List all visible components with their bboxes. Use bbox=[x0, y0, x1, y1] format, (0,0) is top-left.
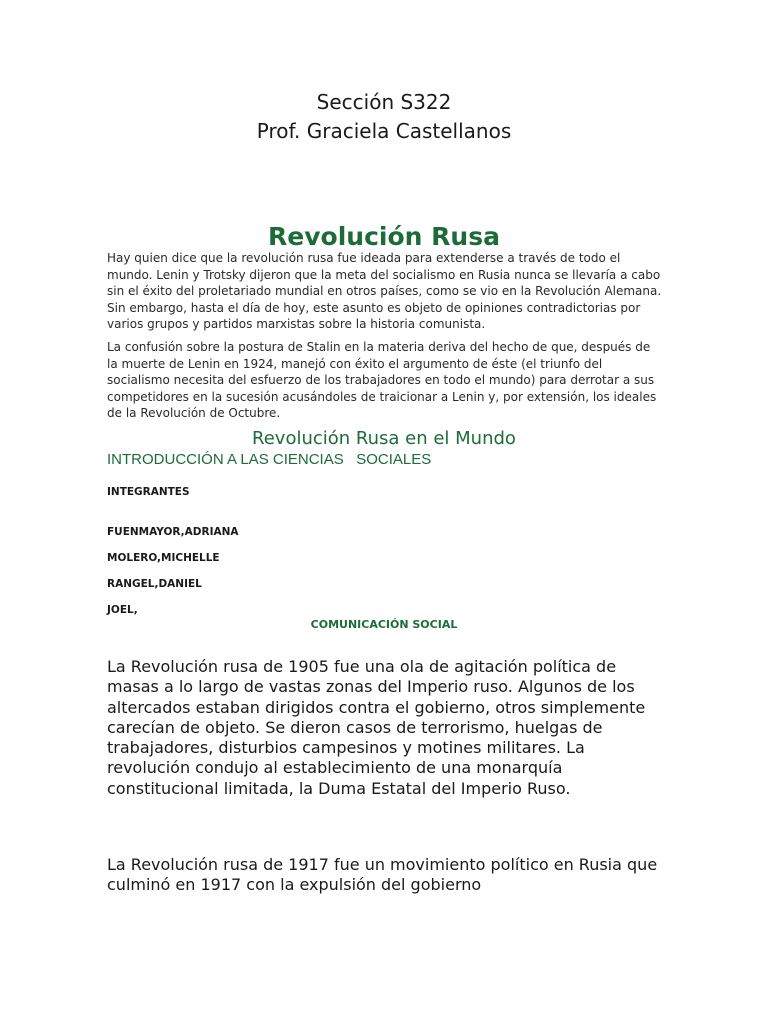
course-heading: INTRODUCCIÓN A LAS CIENCIAS SOCIALES bbox=[107, 451, 432, 468]
body-paragraph-2: La Revolución rusa de 1917 fue un movimiento político en Rusia que culminó en 1917 con la expulsión del gobierno bbox=[107, 855, 658, 895]
career-label: COMUNICACIÓN SOCIAL bbox=[310, 618, 458, 631]
body-paragraph-1: La Revolución rusa de 1905 fue una ola de agitación política de masas a lo largo de vastas zonas del Imperio ruso. Algunos de los altercados estaban dirigidos contra el gobierno, otros simplemente carecían de objeto. Se dieron casos de terrorismo, huelgas de trabajadores, disturbios campesinos y motines militares. La revolución condujo al establecimiento de una monarquía constitucional limitada, la Duma Estatal del Imperio Ruso. bbox=[107, 657, 646, 798]
document-subtitle: Revolución Rusa en el Mundo bbox=[252, 428, 516, 449]
member-name: MOLERO,MICHELLE bbox=[107, 552, 220, 564]
member-name: JOEL, bbox=[107, 604, 138, 616]
member-name: FUENMAYOR,ADRIANA bbox=[107, 526, 239, 538]
members-label: INTEGRANTES bbox=[107, 486, 190, 498]
professor-name: Prof. Graciela Castellanos bbox=[256, 119, 512, 143]
intro-paragraph-1: Hay quien dice que la revolución rusa fue ideada para extenderse a través de todo el mundo. Lenin y Trotsky dijeron que la meta del socialismo en Rusia nunca se llevaría a cabo sin el éxito del proletariado mundial en otros países, como se vio en la Revolución Alemana. Sin embargo, hasta el día de hoy, este asunto es objeto de opiniones contradictorias por varios grupos y partidos marxistas sobre la historia comunista. bbox=[107, 251, 662, 331]
section-code: Sección S322 bbox=[316, 90, 452, 114]
intro-paragraph-2: La confusión sobre la postura de Stalin en la materia deriva del hecho de que, después de la muerte de Lenin en 1924, manejó con éxito el argumento de éste (el triunfo del socialismo necesita del esfuerzo de los trabajadores en todo el mundo) para derrotar a sus competidores en la sucesión acusándoles de traicionar a Lenin y, por extensión, los ideales de la Revolución de Octubre. bbox=[107, 340, 657, 420]
member-name: RANGEL,DANIEL bbox=[107, 578, 202, 590]
document-title: Revolución Rusa bbox=[268, 222, 500, 251]
